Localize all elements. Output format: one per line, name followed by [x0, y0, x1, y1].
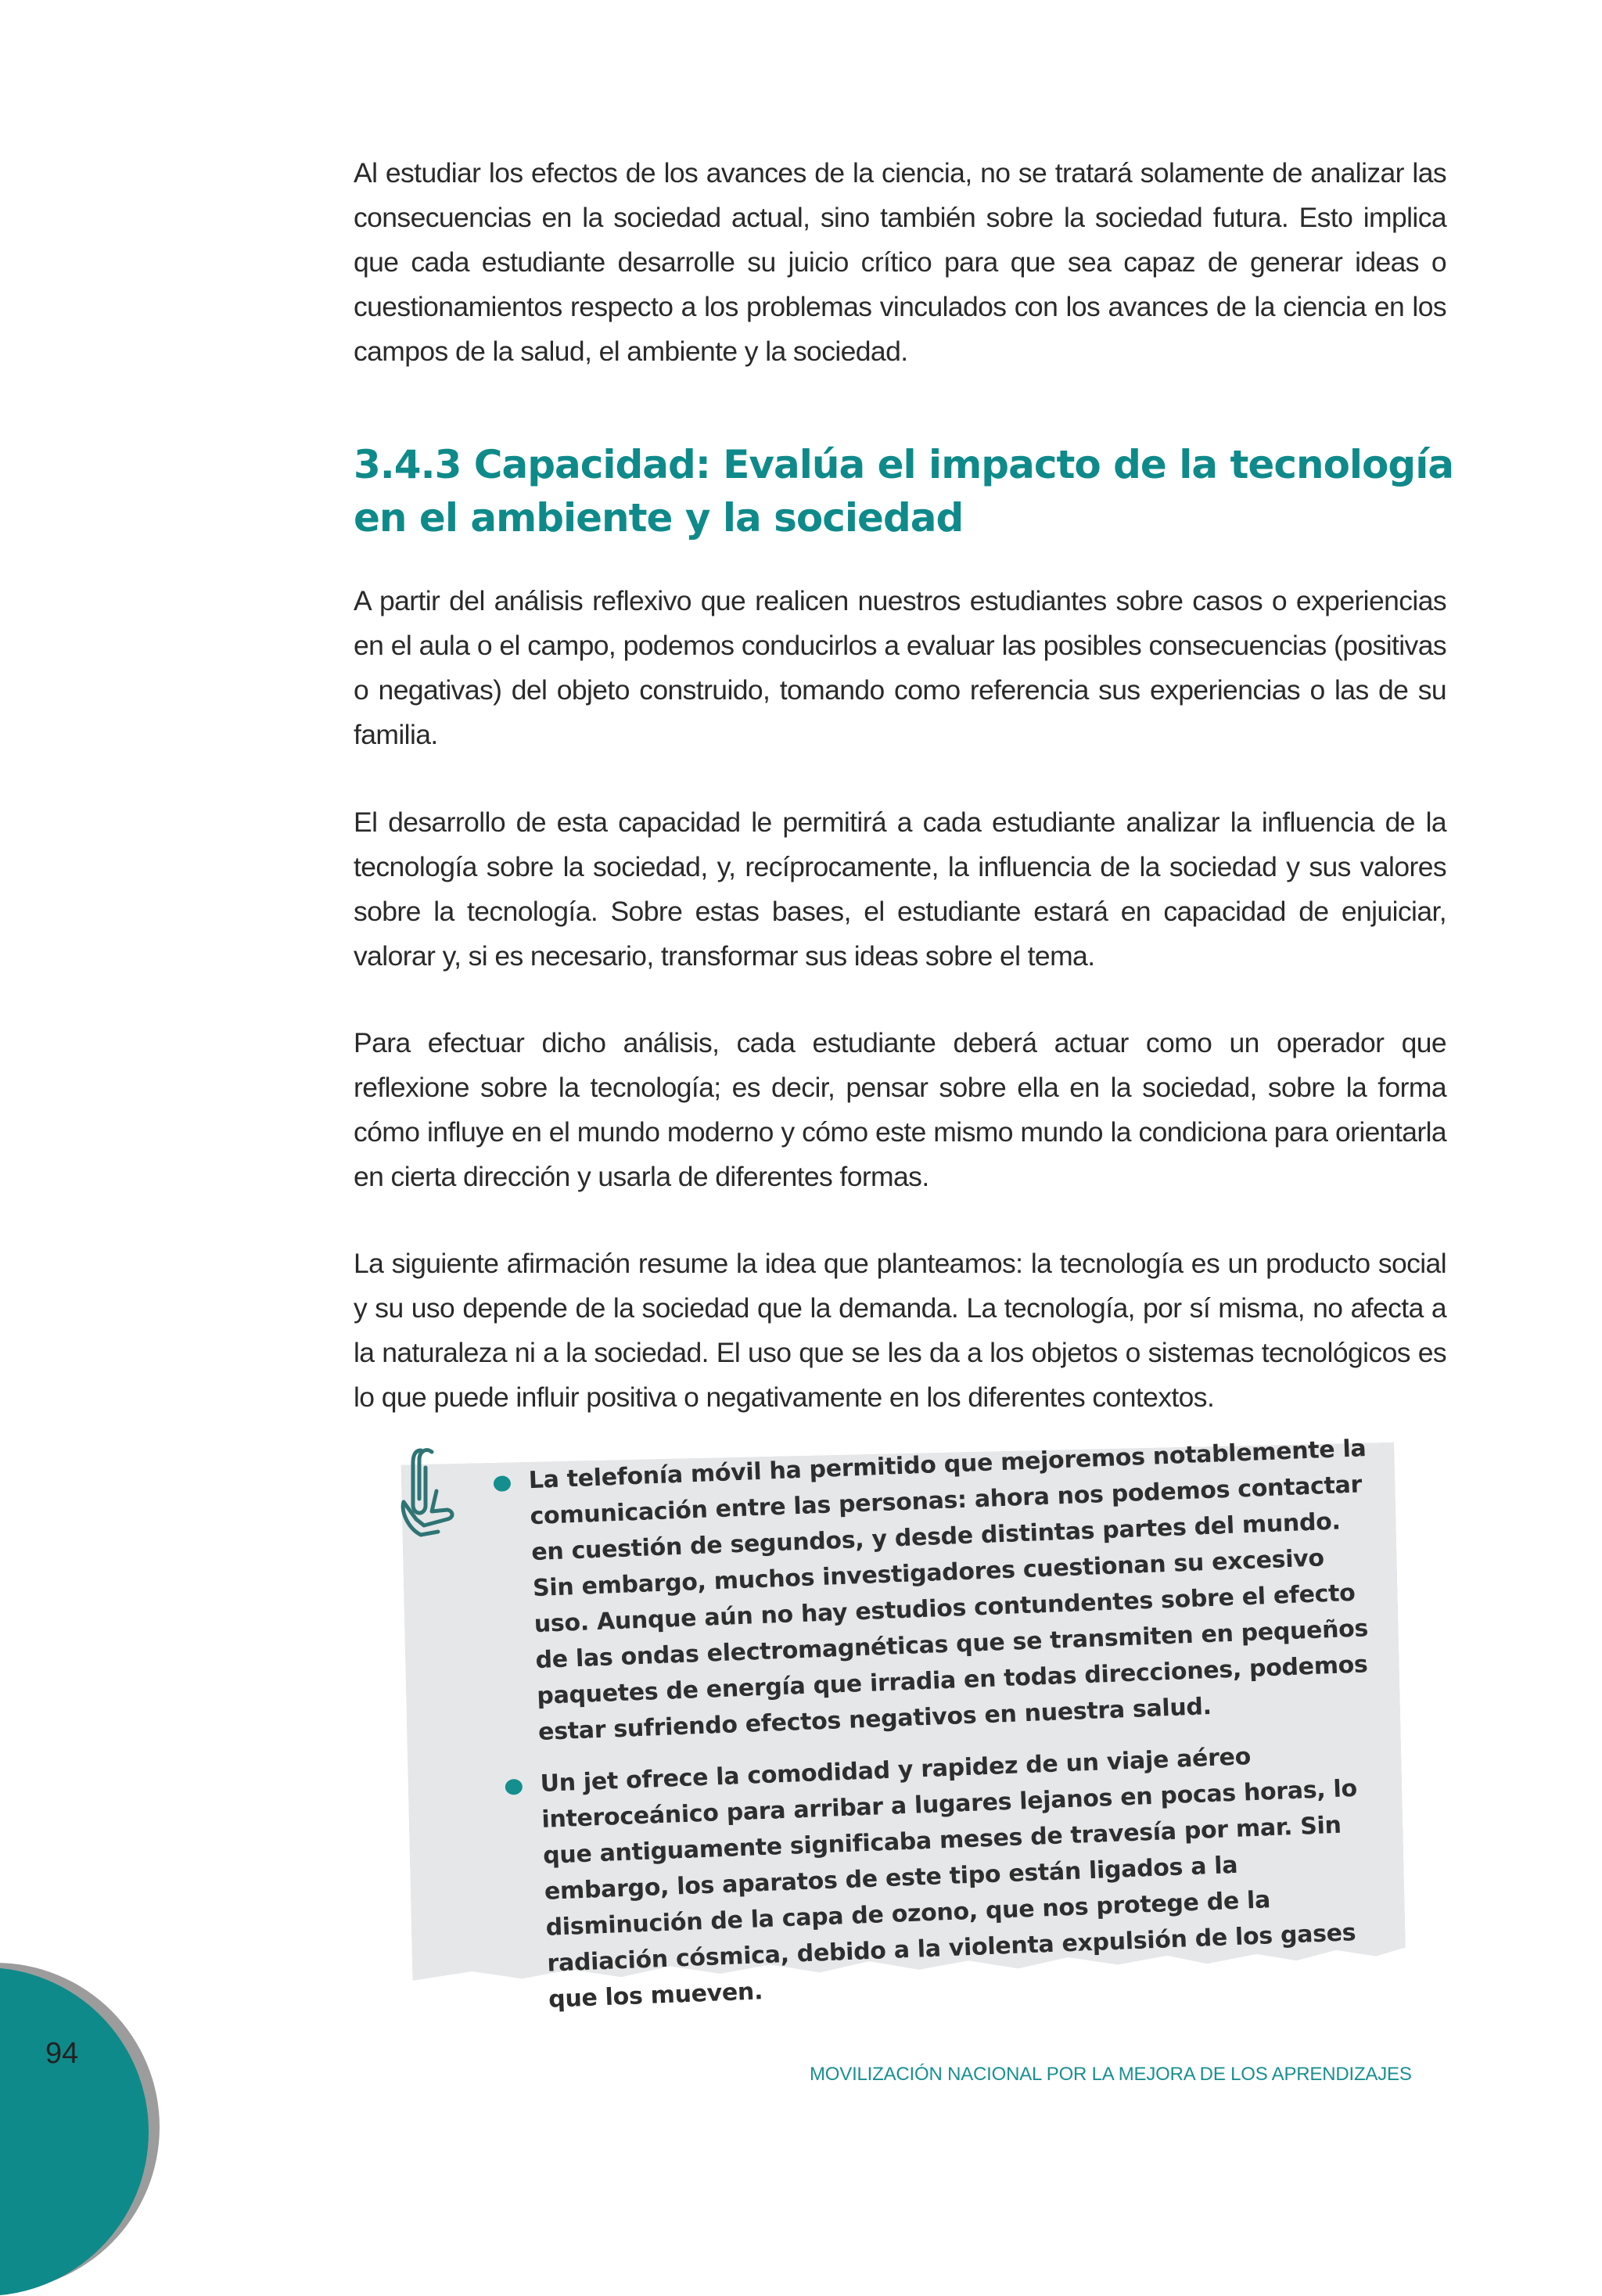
note-list — [493, 1431, 1398, 2035]
section-heading: 3.4.3 Capacidad: Evalúa el impacto de la tecnología en el ambiente y la sociedad — [354, 442, 1454, 541]
bullet-icon — [494, 1475, 512, 1492]
note-item-text: Un jet ofrece la comodidad y rapidez de un viaje aéreo interoceánico para arribar a lugares lejanos en pocas horas, lo que antiguamente significaba meses de travesía por mar. Sin embargo, los aparatos de este tipo están ligados a la disminución de la capa de ozono, que nos protege de la radiación cósmica, debido a la violenta expulsión de los gases que los mueven. — [540, 1743, 1358, 2014]
list-item — [493, 1431, 1387, 1752]
intro-paragraph: Al estudiar los efectos de los avances de la ciencia, no se tratará solamente de analizar las consecuencias en la sociedad actual, sino también sobre la sociedad futura. Esto implica que cada estudiante desarrolle su juicio crítico para que sea capaz de generar ideas o cuestionamientos respecto a los problemas vinculados con los avances de la ciencia en los campos de la salud, el ambiente y la sociedad. — [354, 157, 1446, 367]
bullet-icon — [505, 1779, 523, 1795]
note-item-text: La telefonía móvil ha permitido que mejoremos notablemente la comunicación entre las personas: ahora nos podemos contactar en cuestión de segundos, y desde distintas partes del mundo. Sin embargo, muchos investigadores cuestionan su excesivo uso. Aunque aún no hay estudios contundentes sobre el efecto de las ondas electromagnéticas que se transmiten en pequeños paquetes de energía que irradia en todas direcciones, podemos estar sufriendo efectos negativos en nuestra salud. — [528, 1435, 1369, 1747]
page-number: 94 — [45, 2037, 79, 2070]
page-number-disc — [0, 1967, 149, 2296]
body-paragraph: La siguiente afirmación resume la idea que planteamos: la tecnología es un producto social y su uso depende de la sociedad que la demanda. La tecnología, por sí misma, no afecta a la naturaleza ni a la sociedad. El uso que se les da a los objetos o sistemas tecnológicos es lo que puede influir positiva o negativamente en los diferentes contextos. — [354, 1248, 1446, 1413]
body-paragraph: El desarrollo de esta capacidad le permitirá a cada estudiante analizar la influencia de la tecnología sobre la sociedad, y, recíprocamente, la influencia de la sociedad y sus valores sobre la tecnología. Sobre estas bases, el estudiante estará en capacidad de enjuiciar, valorar y, si es necesario, transformar sus ideas sobre el tema. — [354, 807, 1446, 972]
list-item — [505, 1734, 1398, 2019]
body-paragraph: Para efectuar dicho análisis, cada estudiante deberá actuar como un operador que reflexione sobre la tecnología; es decir, pensar sobre ella en la sociedad, sobre la forma cómo influye en el mundo moderno y cómo este mismo mundo la condiciona para orientarla en cierta dirección y usarla de diferentes formas. — [354, 1027, 1446, 1192]
paperclip-icon — [397, 1444, 460, 1554]
body-paragraph: A partir del análisis reflexivo que realicen nuestros estudiantes sobre casos o experiencias en el aula o el campo, podemos conducirlos a evaluar las posibles consecuencias (positivas o negativas) del objeto construido, tomando como referencia sus experiencias o las de su familia. — [354, 585, 1446, 750]
footer-publication-title: MOVILIZACIÓN NACIONAL POR LA MEJORA DE LOS APRENDIZAJES — [810, 2064, 1412, 2085]
